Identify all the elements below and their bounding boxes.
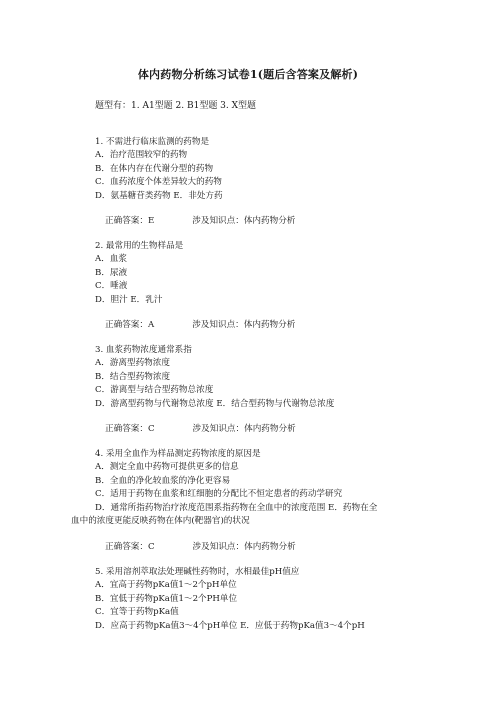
option: A．血浆 xyxy=(95,254,127,265)
option: D．游离型药物与代谢物总浓度 E．结合型药物与代谢物总浓度 xyxy=(95,398,335,409)
question-stem: 1. 不需进行临床监测的药物是 xyxy=(95,137,210,147)
option: D．胆汁 E．乳汁 xyxy=(95,294,163,305)
question-stem: 5. 采用溶剂萃取法处理碱性药物时，水相最佳pH值应 xyxy=(95,567,300,577)
question-stem: 2. 最常用的生物样品是 xyxy=(95,241,184,251)
question-types-line: 题型有：1. A1型题 2. B1型题 3. X型题 xyxy=(95,101,257,111)
option: D．通常所指药物治疗浓度范围系指药物在全血中的浓度范围 E．药物在全 xyxy=(95,502,378,513)
option-continuation: 血中的浓度更能反映药物在体内(靶器官)的状况 xyxy=(71,516,250,527)
option: A．游离型药物浓度 xyxy=(95,358,170,369)
correct-answer: 正确答案：A xyxy=(105,320,155,330)
answer-line-1 xyxy=(105,214,295,226)
document-title: 体内药物分析练习试卷1(题后含答案及解析) xyxy=(137,68,359,81)
question-2 xyxy=(95,240,424,307)
option: D．氨基糖苷类药物 E．非处方药 xyxy=(95,190,223,201)
option: D．应高于药物pKa值3～4个pH单位 E．应低于药物pKa值3～4个pH xyxy=(95,620,365,631)
option: C．血药浓度个体差异较大的药物 xyxy=(95,177,222,188)
option: C．宜等于药物pKa值 xyxy=(95,607,179,618)
option: A．宜高于药物pKa值1～2个pH单位 xyxy=(95,580,237,591)
option: B．在体内存在代谢分型的药物 xyxy=(95,163,214,174)
option: B．宜低于药物pKa值1～2个PH单位 xyxy=(95,593,238,604)
option: B．尿液 xyxy=(95,267,128,278)
question-4 xyxy=(71,448,424,528)
option: B．全血的净化较血浆的净化更容易 xyxy=(95,475,231,486)
answer-line-3 xyxy=(105,422,296,434)
question-1 xyxy=(95,136,424,203)
question-3 xyxy=(95,344,424,411)
option: C．游离型与结合型药物总浓度 xyxy=(95,385,214,396)
topic: 涉及知识点：体内药物分析 xyxy=(192,216,296,226)
question-stem: 3. 血浆药物浓度通常系指 xyxy=(95,345,192,355)
correct-answer: 正确答案：E xyxy=(105,216,155,226)
topic: 涉及知识点：体内药物分析 xyxy=(192,320,296,330)
question-stem: 4. 采用全血作为样品测定药物浓度的原因是 xyxy=(95,449,261,459)
option: C．唾液 xyxy=(95,281,128,292)
option: B．结合型药物浓度 xyxy=(95,371,171,382)
answer-line-4 xyxy=(105,540,296,552)
question-5 xyxy=(95,566,424,633)
correct-answer: 正确答案：C xyxy=(105,424,155,434)
topic: 涉及知识点：体内药物分析 xyxy=(192,424,296,434)
option: C．适用于药物在血浆和红细胞的分配比不恒定患者的药动学研究 xyxy=(95,489,343,500)
correct-answer: 正确答案：C xyxy=(105,542,155,552)
answer-line-2 xyxy=(105,318,295,330)
option: A．治疗范围较窄的药物 xyxy=(95,150,188,161)
option: A．测定全血中药物可提供更多的信息 xyxy=(95,462,239,473)
topic: 涉及知识点：体内药物分析 xyxy=(192,542,296,552)
